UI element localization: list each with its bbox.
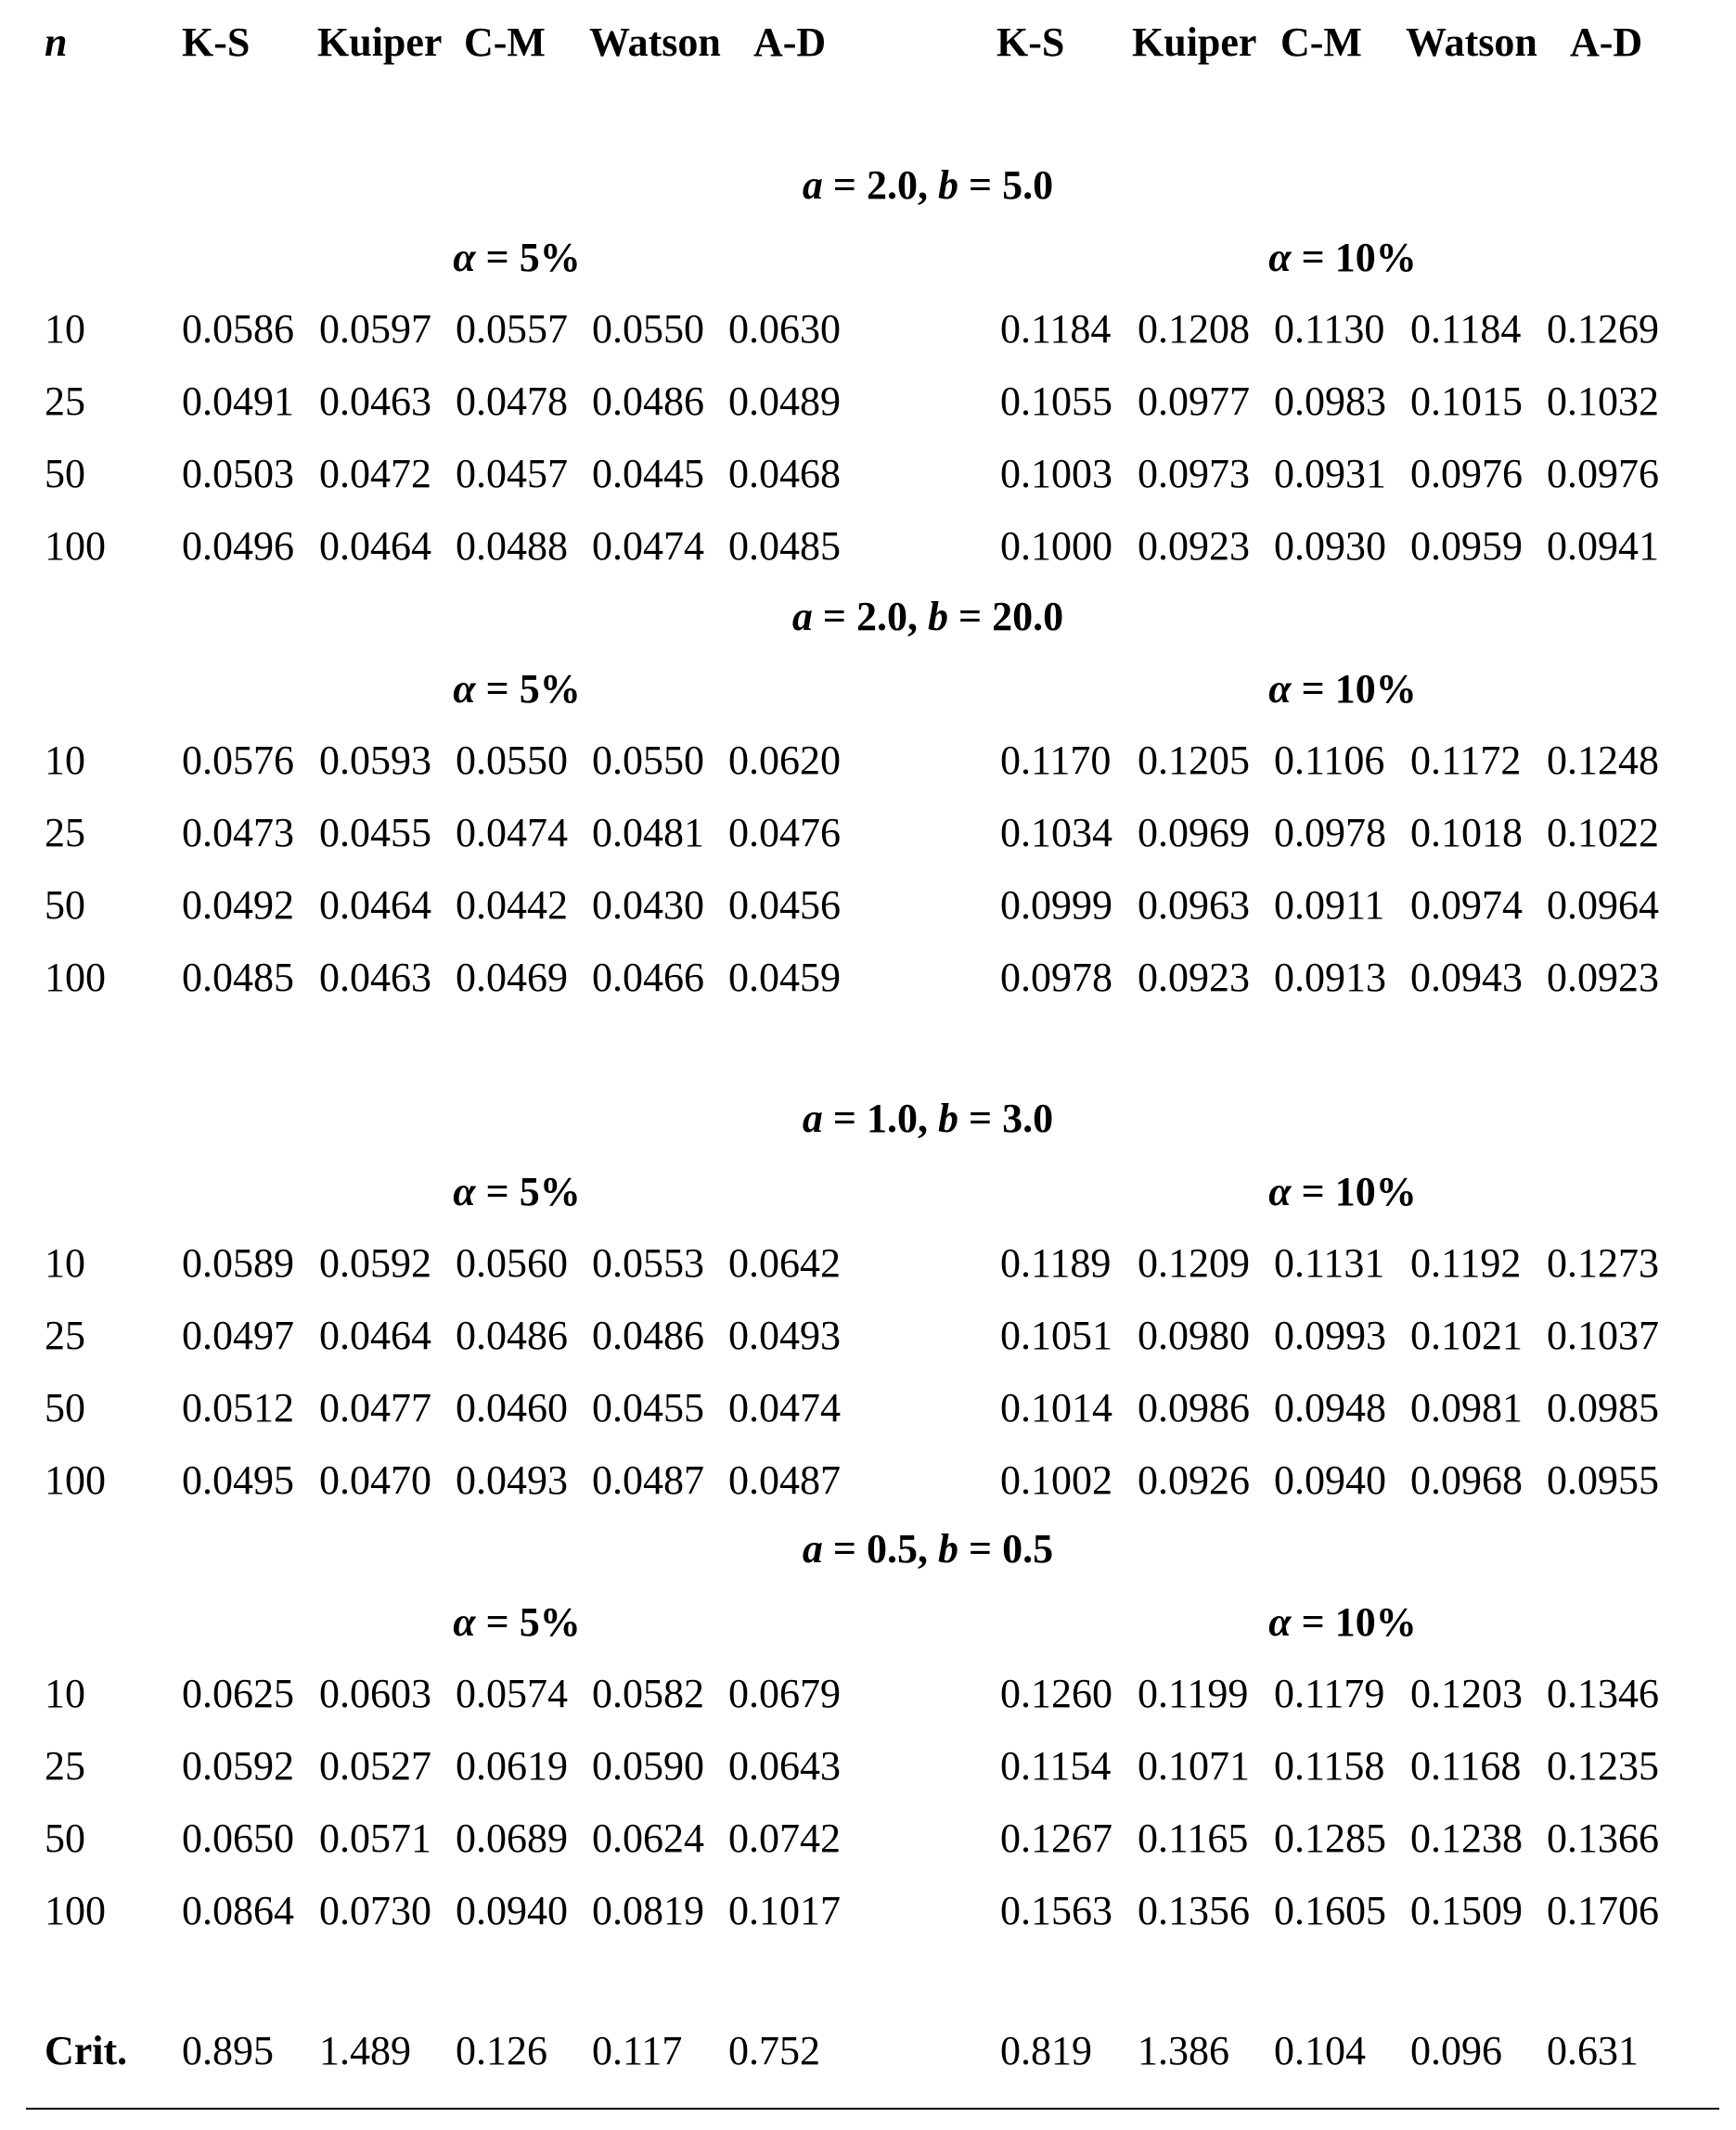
block-1-row-2-right-watson: 0.1015: [1410, 379, 1523, 424]
crit-right-watson: 0.096: [1410, 2028, 1502, 2073]
block-3-row-2-left-cm: 0.0486: [456, 1313, 568, 1358]
block-1-row-2-left-cm: 0.0478: [456, 379, 568, 424]
block-2-row-3-right-ad: 0.0964: [1547, 882, 1659, 928]
block-2-alpha-left: α = 5%: [453, 666, 581, 712]
block-2-row-1-right-watson: 0.1172: [1410, 738, 1522, 783]
block-4-row-1-n: 10: [45, 1671, 85, 1716]
block-1-row-3-right-cm: 0.0931: [1274, 451, 1386, 496]
block-1-row-4-left-cm: 0.0488: [456, 523, 568, 569]
block-4-row-1-left-watson: 0.0582: [592, 1671, 704, 1716]
block-3-row-1-left-cm: 0.0560: [456, 1240, 568, 1286]
block-4-row-2-right-ad: 0.1235: [1547, 1743, 1659, 1789]
block-4-row-3-left-watson: 0.0624: [592, 1816, 704, 1861]
block-4-row-1-left-ad: 0.0679: [728, 1671, 841, 1716]
block-2-row-4-right-kuiper: 0.0923: [1138, 955, 1250, 1000]
block-4-row-2-left-cm: 0.0619: [456, 1743, 568, 1789]
crit-left-ks: 0.895: [182, 2028, 274, 2073]
block-3-alpha-right: α = 10%: [1268, 1169, 1417, 1214]
header-n: n: [45, 19, 68, 65]
block-4-row-4-right-ad: 0.1706: [1547, 1888, 1659, 1933]
block-3-row-1-right-watson: 0.1192: [1410, 1240, 1522, 1286]
block-2-row-2-left-cm: 0.0474: [456, 810, 568, 855]
block-4-row-1-left-ks: 0.0625: [182, 1671, 294, 1716]
block-4-row-2-left-watson: 0.0590: [592, 1743, 704, 1789]
block-2-row-1-right-kuiper: 0.1205: [1138, 738, 1250, 783]
block-4-row-4-right-ks: 0.1563: [1000, 1888, 1112, 1933]
block-1-row-4-left-ks: 0.0496: [182, 523, 294, 569]
block-4-row-3-right-ad: 0.1366: [1547, 1816, 1659, 1861]
block-3-row-2-right-cm: 0.0993: [1274, 1313, 1386, 1358]
block-4-row-1-right-watson: 0.1203: [1410, 1671, 1523, 1716]
block-4-row-2-right-kuiper: 0.1071: [1138, 1743, 1250, 1789]
block-1-row-4-right-ks: 0.1000: [1000, 523, 1112, 569]
block-4-row-1-right-ad: 0.1346: [1547, 1671, 1659, 1716]
block-2-row-4-right-watson: 0.0943: [1410, 955, 1523, 1000]
block-3-row-1-left-ad: 0.0642: [728, 1240, 841, 1286]
block-2-row-3-right-cm: 0.0911: [1274, 882, 1385, 928]
block-3-row-4-right-watson: 0.0968: [1410, 1457, 1523, 1503]
header-left-kuiper: Kuiper: [317, 19, 443, 65]
block-3-row-3-right-kuiper: 0.0986: [1138, 1385, 1250, 1431]
block-2-row-2-right-cm: 0.0978: [1274, 810, 1386, 855]
block-4-row-3-left-ks: 0.0650: [182, 1816, 294, 1861]
block-1-row-1-right-ks: 0.1184: [1000, 306, 1112, 352]
block-1-row-4-left-kuiper: 0.0464: [319, 523, 431, 569]
block-2-row-1-left-ks: 0.0576: [182, 738, 294, 783]
block-1-row-3-left-kuiper: 0.0472: [319, 451, 431, 496]
block-3-row-3-left-ks: 0.0512: [182, 1385, 294, 1431]
block-1-alpha-right: α = 10%: [1268, 235, 1417, 280]
block-3-row-2-left-ks: 0.0497: [182, 1313, 294, 1358]
block-2-row-1-left-kuiper: 0.0593: [319, 738, 431, 783]
header-right-ad: A-D: [1570, 19, 1643, 65]
block-4-row-1-left-cm: 0.0574: [456, 1671, 568, 1716]
block-1-row-4-right-watson: 0.0959: [1410, 523, 1523, 569]
block-4-row-4-right-cm: 0.1605: [1274, 1888, 1386, 1933]
block-4-row-4-right-watson: 0.1509: [1410, 1888, 1523, 1933]
block-1-row-1-right-cm: 0.1130: [1274, 306, 1385, 352]
block-2-row-2-left-kuiper: 0.0455: [319, 810, 431, 855]
block-3-row-3-right-ad: 0.0985: [1547, 1385, 1659, 1431]
block-2-row-3-n: 50: [45, 882, 85, 928]
bottom-rule: [26, 2108, 1719, 2110]
block-2-row-3-left-ad: 0.0456: [728, 882, 841, 928]
crit-label: Crit.: [45, 2028, 128, 2073]
header-right-cm: C-M: [1280, 19, 1362, 65]
block-4-row-4-left-watson: 0.0819: [592, 1888, 704, 1933]
block-1-row-1-right-watson: 0.1184: [1410, 306, 1522, 352]
block-1-row-2-right-kuiper: 0.0977: [1138, 379, 1250, 424]
block-4-row-1-left-kuiper: 0.0603: [319, 1671, 431, 1716]
block-3-row-2-right-ks: 0.1051: [1000, 1313, 1112, 1358]
crit-right-ks: 0.819: [1000, 2028, 1092, 2073]
block-4-row-4-right-kuiper: 0.1356: [1138, 1888, 1250, 1933]
block-1-row-4-right-ad: 0.0941: [1547, 523, 1659, 569]
block-3-row-3-right-ks: 0.1014: [1000, 1385, 1112, 1431]
block-2-row-2-left-ks: 0.0473: [182, 810, 294, 855]
block-4-row-2-right-cm: 0.1158: [1274, 1743, 1385, 1789]
block-4-row-4-left-kuiper: 0.0730: [319, 1888, 431, 1933]
block-2-row-4-left-watson: 0.0466: [592, 955, 704, 1000]
block-4-row-3-left-ad: 0.0742: [728, 1816, 841, 1861]
block-3-row-1-right-kuiper: 0.1209: [1138, 1240, 1250, 1286]
crit-left-watson: 0.117: [592, 2028, 683, 2073]
block-3-row-4-left-kuiper: 0.0470: [319, 1457, 431, 1503]
block-1-row-2-right-ad: 0.1032: [1547, 379, 1659, 424]
header-right-watson: Watson: [1406, 19, 1537, 65]
header-left-ks: K-S: [182, 19, 251, 65]
block-2-row-1-n: 10: [45, 738, 85, 783]
block-1-row-1-right-ad: 0.1269: [1547, 306, 1659, 352]
block-2-row-3-left-watson: 0.0430: [592, 882, 704, 928]
block-1-row-4-right-kuiper: 0.0923: [1138, 523, 1250, 569]
block-3-row-3-left-kuiper: 0.0477: [319, 1385, 431, 1431]
block-2-row-4-right-ad: 0.0923: [1547, 955, 1659, 1000]
block-4-row-2-left-kuiper: 0.0527: [319, 1743, 431, 1789]
block-3-row-2-right-kuiper: 0.0980: [1138, 1313, 1250, 1358]
block-3-row-1-left-watson: 0.0553: [592, 1240, 704, 1286]
block-4-row-2-left-ad: 0.0643: [728, 1743, 841, 1789]
block-2-row-4-right-ks: 0.0978: [1000, 955, 1112, 1000]
block-1-row-4-n: 100: [45, 523, 106, 569]
block-4-row-4-left-cm: 0.0940: [456, 1888, 568, 1933]
block-1-row-4-left-ad: 0.0485: [728, 523, 841, 569]
block-1-row-2-left-ad: 0.0489: [728, 379, 841, 424]
block-2-row-3-left-cm: 0.0442: [456, 882, 568, 928]
block-3-row-4-right-kuiper: 0.0926: [1138, 1457, 1250, 1503]
block-2-alpha-right: α = 10%: [1268, 666, 1417, 712]
block-2-row-3-right-kuiper: 0.0963: [1138, 882, 1250, 928]
block-2-row-3-right-ks: 0.0999: [1000, 882, 1112, 928]
block-3-row-3-left-watson: 0.0455: [592, 1385, 704, 1431]
block-2-row-1-right-ad: 0.1248: [1547, 738, 1659, 783]
block-2-row-3-left-kuiper: 0.0464: [319, 882, 431, 928]
block-1-row-3-left-cm: 0.0457: [456, 451, 568, 496]
block-2-row-4-left-ad: 0.0459: [728, 955, 841, 1000]
block-2-row-4-left-kuiper: 0.0463: [319, 955, 431, 1000]
block-1-row-1-right-kuiper: 0.1208: [1138, 306, 1250, 352]
block-3-row-1-right-cm: 0.1131: [1274, 1240, 1385, 1286]
block-4-row-3-right-cm: 0.1285: [1274, 1816, 1386, 1861]
block-1-row-1-n: 10: [45, 306, 85, 352]
block-3-row-1-left-kuiper: 0.0592: [319, 1240, 431, 1286]
block-3-row-4-right-cm: 0.0940: [1274, 1457, 1386, 1503]
block-2-row-1-left-ad: 0.0620: [728, 738, 841, 783]
crit-left-cm: 0.126: [456, 2028, 547, 2073]
block-1-row-2-n: 25: [45, 379, 85, 424]
block-4-row-4-left-ks: 0.0864: [182, 1888, 294, 1933]
block-2-row-1-left-watson: 0.0550: [592, 738, 704, 783]
block-3-row-2-right-ad: 0.1037: [1547, 1313, 1659, 1358]
block-1-row-4-right-cm: 0.0930: [1274, 523, 1386, 569]
block-1-row-1-left-ks: 0.0586: [182, 306, 294, 352]
block-3-row-1-right-ks: 0.1189: [1000, 1240, 1112, 1286]
block-4-row-4-n: 100: [45, 1888, 106, 1933]
block-3-row-2-left-kuiper: 0.0464: [319, 1313, 431, 1358]
crit-right-ad: 0.631: [1547, 2028, 1639, 2073]
block-1-row-3-right-ad: 0.0976: [1547, 451, 1659, 496]
block-1-row-4-left-watson: 0.0474: [592, 523, 704, 569]
block-1-row-1-left-cm: 0.0557: [456, 306, 568, 352]
block-3-row-4-left-ad: 0.0487: [728, 1457, 841, 1503]
block-2-row-4-n: 100: [45, 955, 106, 1000]
crit-left-kuiper: 1.489: [319, 2028, 411, 2073]
block-1-row-3-left-ad: 0.0468: [728, 451, 841, 496]
block-3-title: a = 1.0, b = 3.0: [802, 1096, 1054, 1141]
crit-left-ad: 0.752: [728, 2028, 820, 2073]
block-4-row-2-right-ks: 0.1154: [1000, 1743, 1112, 1789]
block-3-row-4-left-watson: 0.0487: [592, 1457, 704, 1503]
block-3-row-3-left-ad: 0.0474: [728, 1385, 841, 1431]
block-1-row-2-right-ks: 0.1055: [1000, 379, 1112, 424]
block-4-row-3-right-ks: 0.1267: [1000, 1816, 1112, 1861]
block-3-row-4-left-ks: 0.0495: [182, 1457, 294, 1503]
block-4-row-3-n: 50: [45, 1816, 85, 1861]
block-1-row-3-right-kuiper: 0.0973: [1138, 451, 1250, 496]
block-3-row-2-right-watson: 0.1021: [1410, 1313, 1523, 1358]
block-3-row-3-right-watson: 0.0981: [1410, 1385, 1523, 1431]
block-2-row-2-left-ad: 0.0476: [728, 810, 841, 855]
block-4-row-2-left-ks: 0.0592: [182, 1743, 294, 1789]
block-2-row-3-left-ks: 0.0492: [182, 882, 294, 928]
block-1-row-2-left-ks: 0.0491: [182, 379, 294, 424]
block-4-title: a = 0.5, b = 0.5: [802, 1526, 1054, 1572]
block-4-row-1-right-ks: 0.1260: [1000, 1671, 1112, 1716]
block-2-row-4-left-ks: 0.0485: [182, 955, 294, 1000]
block-4-row-1-right-kuiper: 0.1199: [1138, 1671, 1249, 1716]
block-3-row-1-n: 10: [45, 1240, 85, 1286]
block-1-row-3-n: 50: [45, 451, 85, 496]
block-1-row-1-left-watson: 0.0550: [592, 306, 704, 352]
block-3-row-2-n: 25: [45, 1313, 85, 1358]
header-left-ad: A-D: [753, 19, 827, 65]
header-left-watson: Watson: [589, 19, 721, 65]
block-4-row-3-left-cm: 0.0689: [456, 1816, 568, 1861]
block-4-alpha-right: α = 10%: [1268, 1599, 1417, 1645]
block-2-row-1-right-ks: 0.1170: [1000, 738, 1112, 783]
block-2-row-2-right-ad: 0.1022: [1547, 810, 1659, 855]
block-3-row-4-left-cm: 0.0493: [456, 1457, 568, 1503]
block-2-row-3-right-watson: 0.0974: [1410, 882, 1523, 928]
block-4-row-2-n: 25: [45, 1743, 85, 1789]
block-3-row-2-left-watson: 0.0486: [592, 1313, 704, 1358]
block-1-row-1-left-kuiper: 0.0597: [319, 306, 431, 352]
block-4-alpha-left: α = 5%: [453, 1599, 581, 1645]
block-2-row-4-left-cm: 0.0469: [456, 955, 568, 1000]
block-4-row-4-left-ad: 0.1017: [728, 1888, 841, 1933]
block-1-row-3-right-watson: 0.0976: [1410, 451, 1523, 496]
block-4-row-3-right-watson: 0.1238: [1410, 1816, 1523, 1861]
block-2-row-2-right-kuiper: 0.0969: [1138, 810, 1250, 855]
block-2-row-2-right-ks: 0.1034: [1000, 810, 1112, 855]
block-3-row-1-right-ad: 0.1273: [1547, 1240, 1659, 1286]
block-3-row-3-right-cm: 0.0948: [1274, 1385, 1386, 1431]
header-right-kuiper: Kuiper: [1132, 19, 1257, 65]
block-1-row-2-left-kuiper: 0.0463: [319, 379, 431, 424]
block-1-row-2-right-cm: 0.0983: [1274, 379, 1386, 424]
block-3-alpha-left: α = 5%: [453, 1169, 581, 1214]
block-1-alpha-left: α = 5%: [453, 235, 581, 280]
block-3-row-4-right-ad: 0.0955: [1547, 1457, 1659, 1503]
block-2-row-2-right-watson: 0.1018: [1410, 810, 1523, 855]
block-2-row-1-left-cm: 0.0550: [456, 738, 568, 783]
block-3-row-2-left-ad: 0.0493: [728, 1313, 841, 1358]
block-3-row-3-n: 50: [45, 1385, 85, 1431]
crit-right-kuiper: 1.386: [1138, 2028, 1229, 2073]
block-2-row-2-n: 25: [45, 810, 85, 855]
block-1-row-3-right-ks: 0.1003: [1000, 451, 1112, 496]
header-left-cm: C-M: [464, 19, 546, 65]
block-1-row-2-left-watson: 0.0486: [592, 379, 704, 424]
block-3-row-1-left-ks: 0.0589: [182, 1240, 294, 1286]
block-3-row-4-n: 100: [45, 1457, 106, 1503]
block-2-row-1-right-cm: 0.1106: [1274, 738, 1385, 783]
block-1-row-1-left-ad: 0.0630: [728, 306, 841, 352]
block-3-row-4-right-ks: 0.1002: [1000, 1457, 1112, 1503]
block-3-row-3-left-cm: 0.0460: [456, 1385, 568, 1431]
block-4-row-2-right-watson: 0.1168: [1410, 1743, 1522, 1789]
block-4-row-3-right-kuiper: 0.1165: [1138, 1816, 1249, 1861]
block-1-title: a = 2.0, b = 5.0: [802, 162, 1054, 208]
block-1-row-3-left-ks: 0.0503: [182, 451, 294, 496]
block-4-row-1-right-cm: 0.1179: [1274, 1671, 1385, 1716]
block-1-row-3-left-watson: 0.0445: [592, 451, 704, 496]
crit-right-cm: 0.104: [1274, 2028, 1366, 2073]
block-4-row-3-left-kuiper: 0.0571: [319, 1816, 431, 1861]
block-2-row-4-right-cm: 0.0913: [1274, 955, 1386, 1000]
block-2-row-2-left-watson: 0.0481: [592, 810, 704, 855]
block-2-title: a = 2.0, b = 20.0: [791, 594, 1064, 639]
header-right-ks: K-S: [997, 19, 1065, 65]
